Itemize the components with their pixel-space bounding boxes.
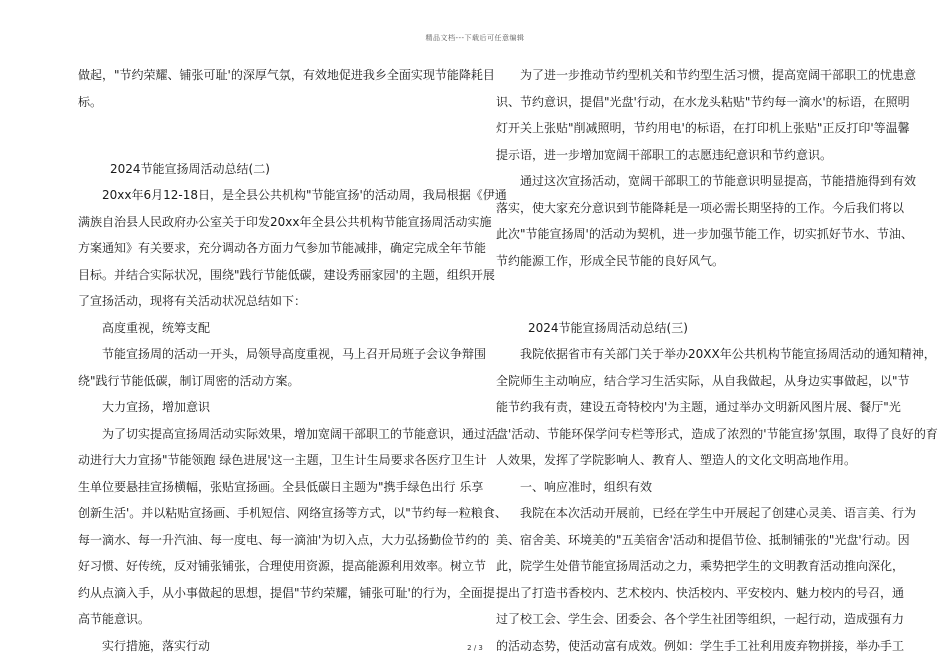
intro-line-2: 标。: [78, 94, 103, 109]
paragraph-line: 方案通知》有关要求，充分调动各方面力气参加节能减排，确定完成全年节能: [78, 241, 487, 255]
paragraph-line: 好习惯、好传统，反对铺张铺张，合理使用资源，提高能源利用效率。树立节: [78, 559, 487, 573]
paragraph-line: 节约能源工作，形成全民节能的良好风气。: [496, 253, 725, 268]
paragraph-line: 生单位要悬挂宣扬横幅，张贴宣扬画。全县低碳日主题为"携手绿色出行 乐享: [78, 479, 484, 494]
paragraph-line: 动进行大力宣扬"节能领跑 绿色进展'这一主题，卫生计生局要求各医疗卫生计: [78, 453, 487, 467]
paragraph-line: 灯开关上张贴"削减照明，节约用电'的标语，在打印机上张贴"正反打印'等温馨: [496, 121, 910, 135]
paragraph-line: 约从点滴入手，从小事做起的思想，提倡"节约荣耀，铺张可耻'的行为，全面提: [78, 585, 495, 600]
paragraph-line: 每一滴水、每一升汽油、每一度电、每一滴油'为切入点，大力弘扬勤俭节约的: [78, 532, 490, 547]
paragraph-line: 识、节约意识，提倡"光盘'行动，在水龙头粘贴"节约每一滴水'的标语，在照明: [496, 94, 910, 109]
paragraph-line: 高节能意识。: [78, 612, 151, 626]
subheading: 高度重视，统筹支配: [102, 320, 211, 335]
subheading: 大力宣扬，增加意识: [102, 400, 211, 414]
paragraph-line: 落实，使大家充分意识到节能降耗是一项必需长期坚持的工作。今后我们将以: [496, 200, 905, 215]
paragraph-line: 过了校工会、学生会、团委会、各个学生社团等组织，一起行动，造成强有力: [496, 612, 905, 626]
section-title-2: 2024节能宣扬周活动总结(二): [110, 161, 270, 176]
page-number: 2 / 3: [467, 644, 483, 652]
intro-line-1: 做起，"节约荣耀、铺张可耻'的深厚气氛，有效地促进我乡全面实现节能降耗目: [78, 68, 495, 82]
paragraph-line: 提示语，进一步增加宽阔干部职工的志愿违纪意识和节约意识。: [496, 147, 833, 162]
paragraph-line: 节能宣扬周的活动一开头，局领导高度重视，马上召开局班子会议争辩围: [102, 347, 487, 361]
paragraph-line: 盘'活动、节能环保学问专栏等形式，造成了浓烈的'节能宣扬'氛围，取得了良好的育: [496, 426, 938, 441]
paragraph-line: 全院师生主动响应，结合学习生活实际，从自我做起，从身边实事做起，以"节: [496, 373, 910, 388]
paragraph-line: 通过这次宣扬活动，宽阔干部职工的节能意识明显提高，节能措施得到有效: [520, 174, 917, 188]
paragraph-line: 为了切实提高宣扬周活动实际效果，增加宽阔干部职工的节能意识，通过活: [102, 426, 499, 441]
paragraph-line: 为了进一步推动节约型机关和节约型生活习惯，提高宽阔干部职工的忧患意: [520, 68, 917, 82]
section-title-3: 2024节能宣扬周活动总结(三): [528, 320, 688, 335]
paragraph-line: 20xx年6月12-18日，是全县公共机构"节能宣扬'的活动周，我局根据《伊通: [102, 188, 507, 202]
subheading: 实行措施，落实行动: [102, 638, 211, 653]
paragraph-line: 满族自治县人民政府办公室关于印发20xx年全县公共机构节能宣扬周活动实施: [78, 214, 492, 229]
right-column: [496, 62, 938, 659]
paragraph-line: 我院依据省市有关部门关于举办20XX年公共机构节能宣扬周活动的通知精神，: [520, 347, 936, 361]
paragraph-line: 了宣扬活动，现将有关活动状况总结如下：: [78, 294, 307, 308]
subheading: 一、响应准时，组织有效: [520, 479, 653, 494]
paragraph-line: 目标。并结合实际状况，围绕"践行节能低碳，建设秀丽家园'的主题，组织开展: [78, 267, 495, 282]
paragraph-line: 人效果，发挥了学院影响人、教育人、塑造人的文化文明高地作用。: [496, 453, 857, 467]
paragraph-line: 此次"节能宣扬周'的活动为契机，进一步加强节能工作，切实抓好节水、节油、: [496, 227, 913, 241]
paragraph-line: 能节约我有责，建设五奇特校内'为主题，通过举办文明新风图片展、餐厅"光: [496, 400, 901, 414]
paragraph-line: 创新生活'。并以粘贴宣扬画、手机短信、网络宣扬等方式，以"节约每一粒粮食、: [78, 506, 507, 520]
paragraph-line: 提出了打造书香校内、艺术校内、快活校内、平安校内、魅力校内的号召，通: [496, 585, 905, 600]
paragraph-line: 的活动态势，使活动富有成效。例如：学生手工社利用废弃物拼接，举办手工: [496, 638, 905, 653]
page-header: 精品文档---下载后可任意编辑: [425, 34, 525, 42]
paragraph-line: 我院在本次活动开展前，已经在学生中开展起了创建心灵美、语言美、行为: [520, 506, 917, 520]
paragraph-line: 绕"践行节能低碳，制订周密的活动方案。: [78, 373, 300, 388]
paragraph-line: 美、宿舍美、环境美的"五美宿舍'活动和提倡节俭、抵制铺张的"光盘'行动。因: [496, 532, 910, 547]
paragraph-line: 此，院学生处借节能宣扬周活动之力，乘势把学生的文明教育活动推向深化，: [496, 559, 905, 573]
